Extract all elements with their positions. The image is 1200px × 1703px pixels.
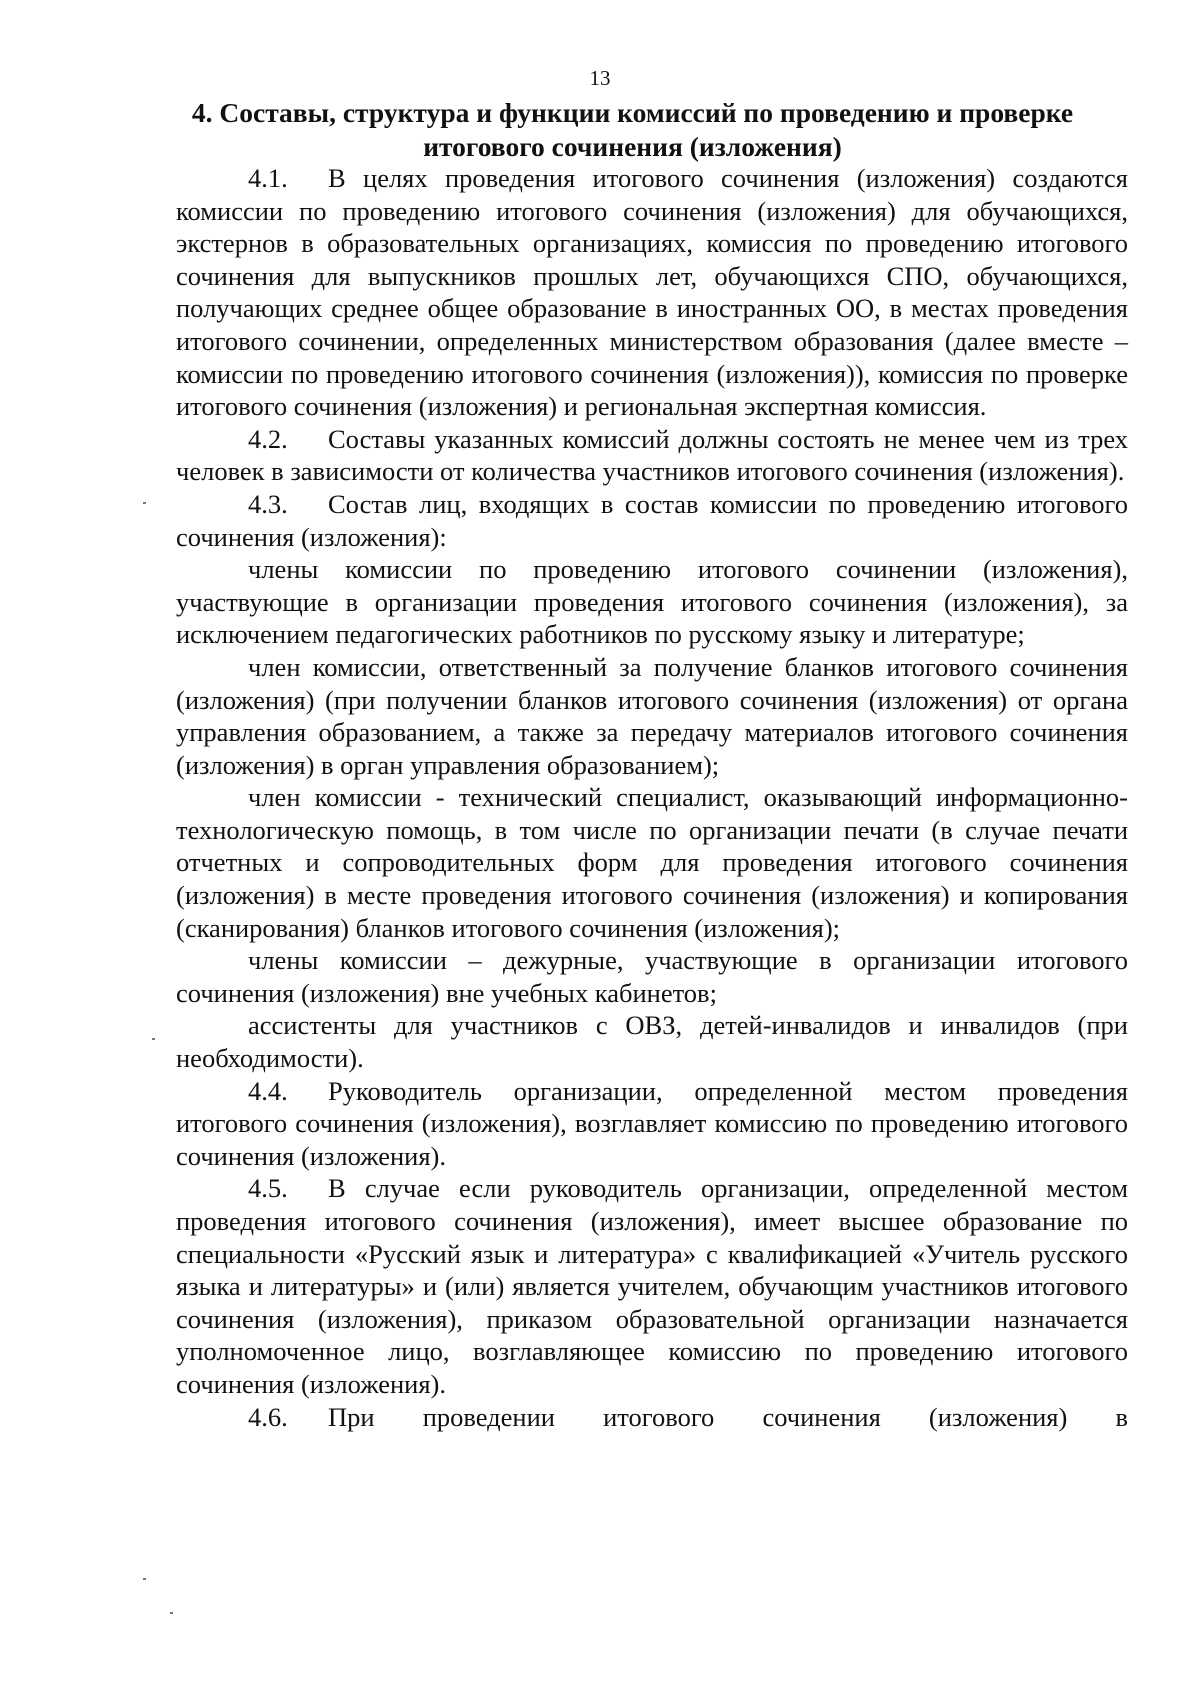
list-item-assistants (176, 1009, 1128, 1074)
paragraph-text: член комиссии, ответственный за получение бланков итогового сочинения (изложения) (при получении бланков итогового сочинения (изложения) от органа управления образованием, а также за передачу материалов итогового сочинения (изложения) в орган управления образованием); (176, 651, 1128, 780)
paragraph-4-5 (176, 1172, 1128, 1400)
list-item-committee-members (176, 553, 1128, 651)
paragraph-4-3 (176, 488, 1128, 553)
paragraph-text: члены комиссии по проведению итогового сочинении (изложения), участвующие в организации проведения итогового сочинения (изложения), за исключением педагогических работников по русскому языку и литературе; (176, 554, 1128, 650)
clause-number: 4.3. (248, 488, 288, 519)
paragraph-text: Руководитель организации, определенной местом проведения итогового сочинения (изложения), возглавляет комиссию по проведению итогового сочинения (изложения). (176, 1075, 1128, 1171)
list-item-duty-members (176, 944, 1128, 1009)
paragraph-text: Составы указанных комиссий должны состоять не менее чем из трех человек в зависимости от количества участников итогового сочинения (изложения). (176, 423, 1128, 487)
page-number: 13 (589, 66, 611, 90)
paragraph-4-2 (176, 423, 1128, 488)
paragraph-text: Состав лиц, входящих в состав комиссии по проведению итогового сочинения (изложения): (176, 488, 1128, 552)
paragraph-text: При проведении итогового сочинения (изложения) в (328, 1401, 1128, 1432)
scan-speck (143, 1578, 146, 1580)
list-item-technical-specialist (176, 781, 1128, 944)
clause-number: 4.1. (248, 163, 288, 193)
clause-number: 4.2. (248, 423, 288, 454)
list-item-forms-responsible (176, 651, 1128, 781)
clause-number: 4.4. (248, 1075, 288, 1106)
section-heading: 4. Составы, структура и функции комиссий по проведению и проверке итогового сочинения (изложения) (191, 97, 1074, 162)
paragraph-text: ассистенты для участников с ОВЗ, детей-инвалидов и инвалидов (при необходимости). (176, 1010, 1128, 1074)
clause-number: 4.5. (248, 1173, 288, 1204)
document-body (176, 162, 1128, 1433)
scan-speck (152, 1038, 155, 1040)
paragraph-text: член комиссии - технический специалист, оказывающий информационно-технологическую помощь, в том числе по организации печати (в случае печати отчетных и сопроводительных форм для проведения итогового сочинения (изложения) в месте проведения итогового сочинения (изложения) и копирования (сканирования) бланков итогового сочинения (изложения); (176, 782, 1128, 943)
clause-number: 4.6. (248, 1401, 288, 1432)
paragraph-4-1 (176, 162, 1128, 423)
scan-speck (170, 1612, 173, 1614)
paragraph-text: В случае если руководитель организации, определенной местом проведения итогового сочинения (изложения), имеет высшее образование по специальности «Русский язык и литература» с квалификацией «Учитель русского языка и литературы» и (или) является учителем, обучающим участников итогового сочинения (изложения), приказом образовательной организации назначается уполномоченное лицо, возглавляющее комиссию по проведению итогового сочинения (изложения). (176, 1173, 1128, 1399)
paragraph-4-6 (176, 1401, 1128, 1434)
paragraph-text: члены комиссии – дежурные, участвующие в организации итогового сочинения (изложения) вне учебных кабинетов; (176, 945, 1128, 1008)
paragraph-text: В целях проведения итогового сочинения (изложения) создаются комиссии по проведению итогового сочинения (изложения) для обучающихся, экстернов в образовательных организациях, комиссия по проведению итогового сочинения для выпускников прошлых лет, обучающихся СПО, обучающихся, получающих среднее общее образование в иностранных ОО, в местах проведения итогового сочинении, определенных министерством образования (далее вместе – комиссии по проведению итогового сочинения (изложения)), комиссия по проверке итогового сочинения (изложения) и региональная экспертная комиссия. (176, 163, 1128, 422)
paragraph-4-4 (176, 1075, 1128, 1173)
scan-speck (143, 502, 146, 504)
